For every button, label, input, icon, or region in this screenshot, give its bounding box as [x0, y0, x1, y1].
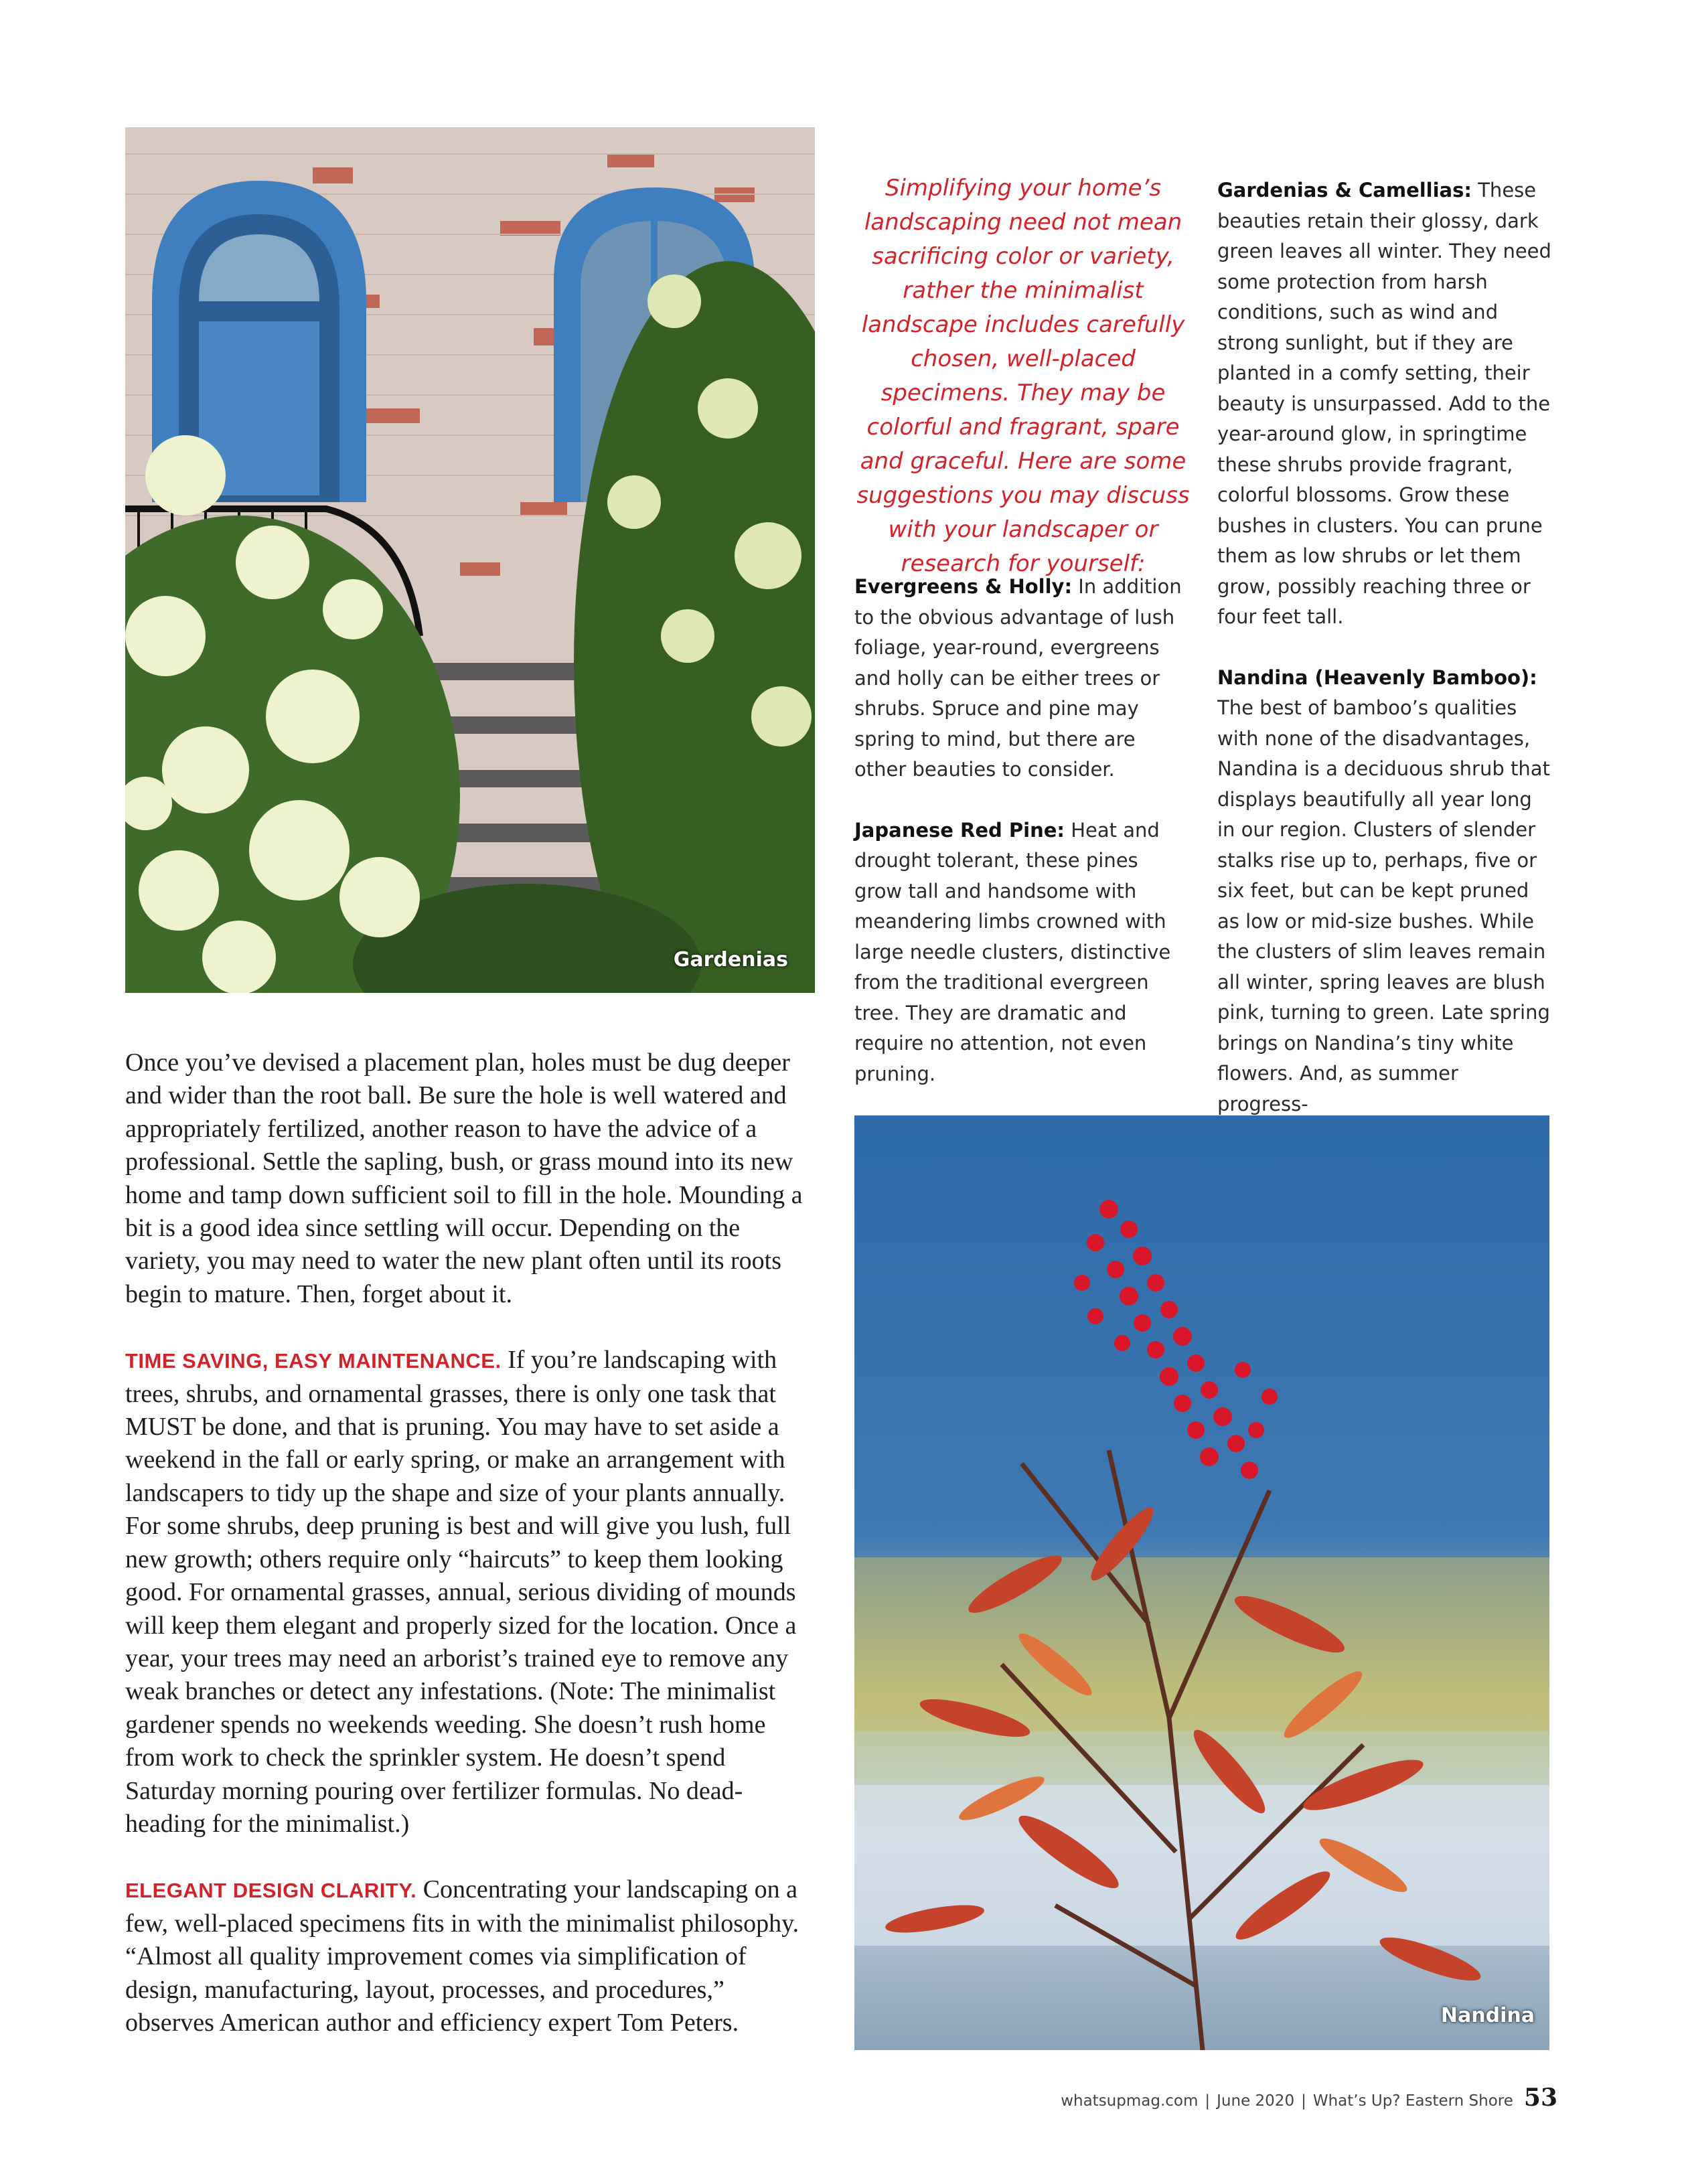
- footer-separator: |: [1205, 2092, 1211, 2110]
- footer-site: whatsupmag.com: [1061, 2092, 1199, 2110]
- gardenias-caption: Gardenias: [673, 948, 788, 971]
- plant-heading: Gardenias & Camellias:: [1217, 179, 1472, 202]
- body-text: Concentrating your landscaping on a few, well-placed specimens fits in with the minimalist philosophy. “Almost all quality improvement comes via simplification of design, manufacturing, layout, processes, and procedures,” observes American author and efficiency expert Tom Peters.: [125, 1875, 799, 2037]
- plant-red-pine: [854, 815, 1189, 1090]
- body-column: [125, 1046, 815, 2039]
- pull-quote: Simplifying your home’s landscaping need not mean sacrificing color or variety, rather the minimalist landscape includes carefully chosen, well-placed specimens. They may be colorful and fragrant, spare and graceful. Here are some suggestions you may discuss with your landscaper or research for yourself:: [856, 175, 1190, 577]
- plant-heading: Evergreens & Holly:: [854, 575, 1073, 598]
- plant-column-middle: [854, 572, 1189, 1089]
- plant-evergreens: [854, 572, 1189, 785]
- body-paragraph: Once you’ve devised a placement plan, holes must be dug deeper and wider than the root ball. Be sure the hole is well watered and appropriately fertilized, another reason to have the advice of a professional. Settle the sapling, bush, or grass mound into its new home and tamp down sufficient soil to fill in the hole. Mounding a bit is a good idea since settling will occur. Depending on the variety, you may need to water the new plant often until its roots begin to mature. Then, forget about it.: [125, 1048, 803, 1308]
- gardenias-photo: [125, 127, 815, 993]
- section-kicker: ELEGANT DESIGN CLARITY.: [125, 1879, 417, 1903]
- plant-gardenias: [1217, 175, 1553, 633]
- plant-nandina: [1217, 663, 1553, 1120]
- page-number: 53: [1523, 2084, 1557, 2112]
- house-photo-icon: [125, 127, 815, 993]
- body-text: If you’re landscaping with trees, shrubs, and ornamental grasses, there is only one task that MUST be done, and that is pruning. You may have to set aside a weekend in the fall or early spring, or make an arrangement with landscapers to tidy up the shape and size of your plants annually. For some shrubs, deep pruning is best and will give you lush, full new growth; others require only “haircuts” to keep them looking good. For ornamental grasses, annual, serious dividing of mounds will keep them elegant and properly sized for the location. Once a year, your trees may need an arborist’s trained eye to remove any weak branches or detect any infestations. (Note: The minimalist gardener spends no weekends weeding. She doesn’t rush home from work to check the sprinkler system. He doesn’t spend Saturday morning pouring over fertilizer formulas. No dead-heading for the minimalist.): [125, 1346, 797, 1838]
- plant-text: These beauties retain their glossy, dark green leaves all winter. They need some protection from harsh conditions, such as wind and strong sunlight, but if they are planted in a comfy setting, their beauty is unsurpassed. Add to the year-around glow, in springtime these shrubs provide fragrant, colorful blossoms. Grow these bushes in clusters. You can prune them as low shrubs or let them grow, possibly reaching three or four feet tall.: [1217, 179, 1551, 628]
- plant-heading: Japanese Red Pine:: [854, 818, 1065, 842]
- body-paragraph: [125, 1873, 815, 2039]
- footer-separator: |: [1301, 2092, 1306, 2110]
- plant-text: The best of bamboo’s qualities with none of the disadvantages, Nandina is a deciduous shrub that displays beautifully all year long in our region. Clusters of slender stalks rise up to, perhaps, five or six feet, but can be kept pruned as low or mid-size bushes. While the clusters of slim leaves remain all winter, spring leaves are blush pink, turning to green. Late spring brings on Nandina’s tiny white flowers. And, as summer progress-: [1217, 696, 1550, 1115]
- nandina-caption: Nandina: [1440, 2004, 1535, 2027]
- footer-date: June 2020: [1217, 2092, 1295, 2110]
- footer-publication: What’s Up? Eastern Shore: [1312, 2092, 1513, 2110]
- plant-text: Heat and drought tolerant, these pines grow tall and handsome with meandering limbs crowned with large needle clusters, distinctive from the traditional evergreen tree. They are dramatic and require no attention, not even pruning.: [854, 818, 1171, 1085]
- plant-heading: Nandina (Heavenly Bamboo):: [1217, 666, 1537, 689]
- nandina-photo: [854, 1115, 1549, 2050]
- shrub-photo-icon: [854, 1115, 1549, 2050]
- plant-column-right: [1217, 175, 1553, 1119]
- section-kicker: TIME SAVING, EASY MAINTENANCE.: [125, 1349, 502, 1373]
- body-paragraph: [125, 1344, 815, 1841]
- page-footer: [1061, 2084, 1557, 2112]
- plant-text: In addition to the obvious advantage of lush foliage, year-round, evergreens and holly can be either trees or shrubs. Spruce and pine may spring to mind, but there are other beauties to consider.: [854, 575, 1182, 781]
